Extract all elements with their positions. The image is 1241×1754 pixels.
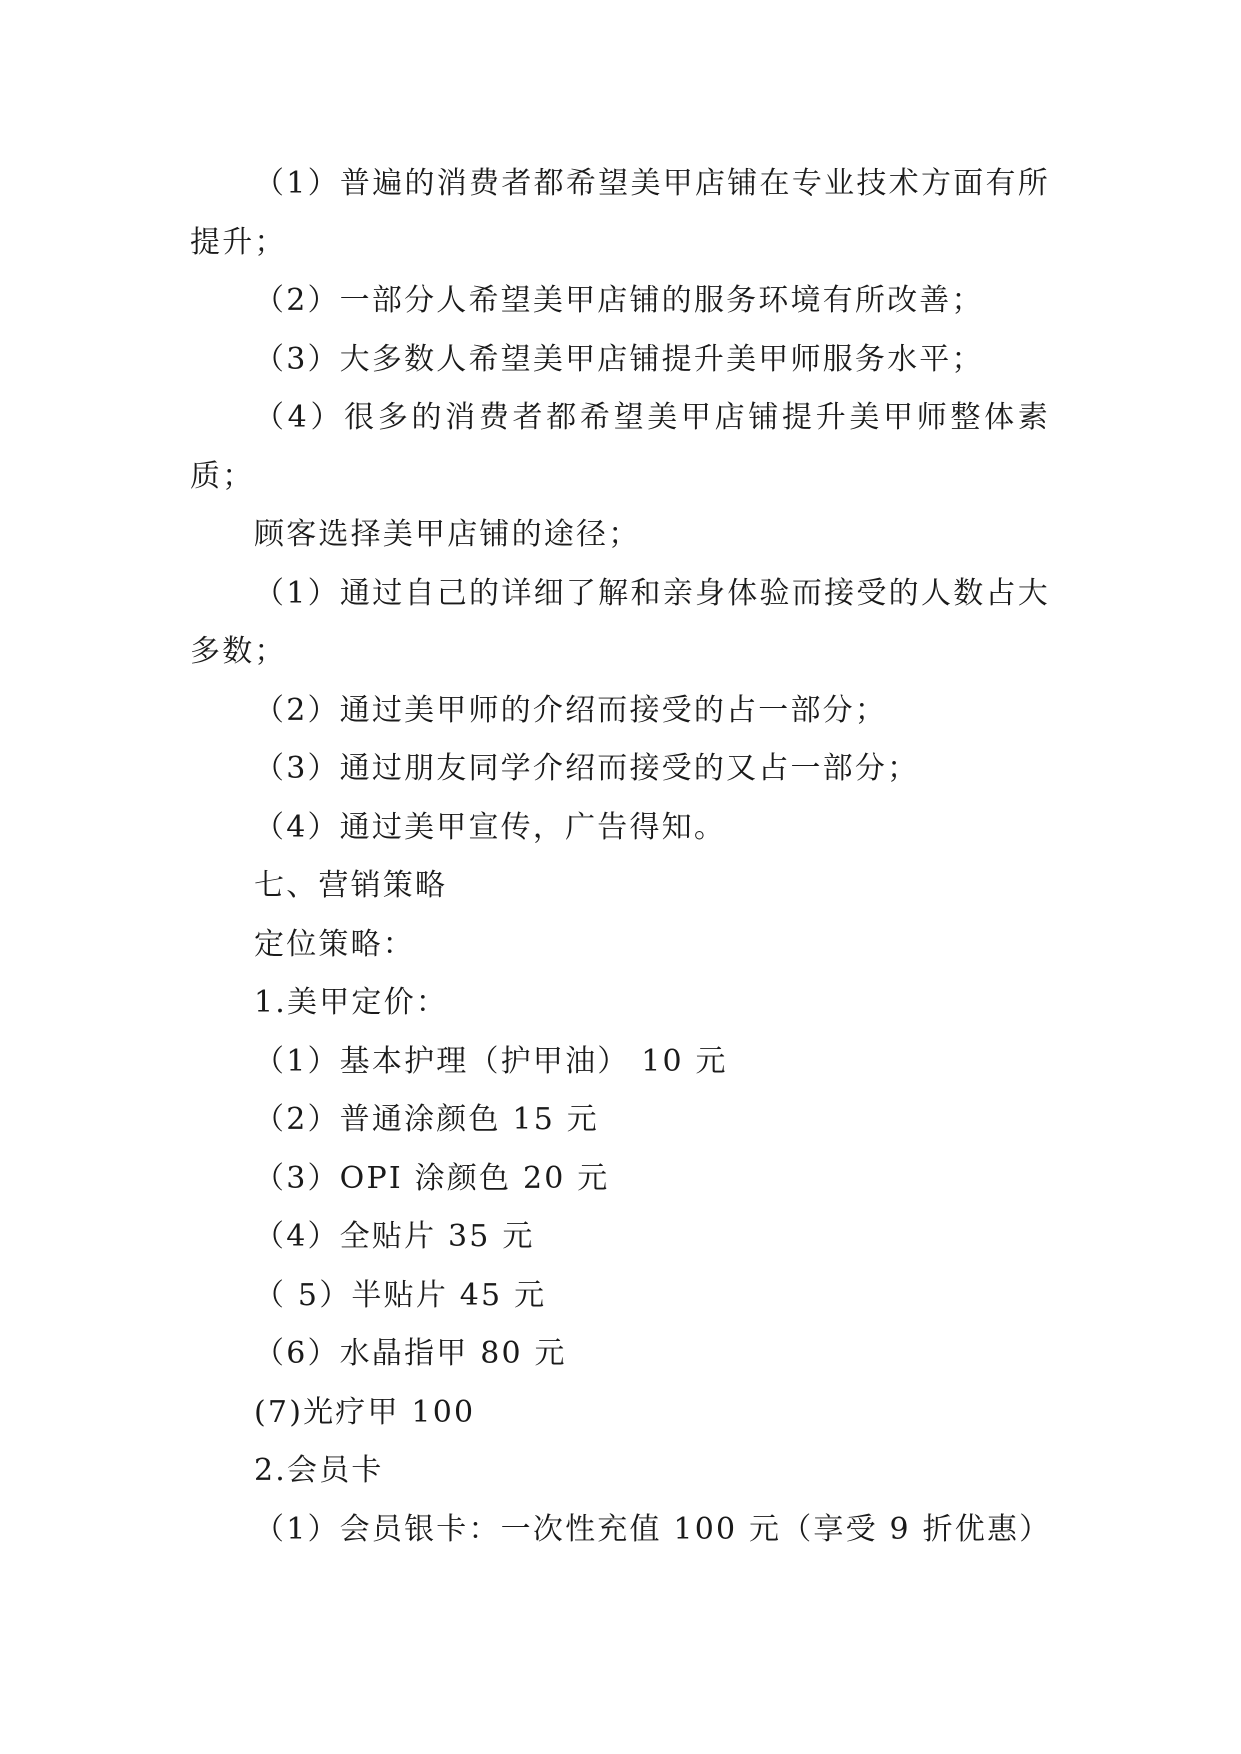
paragraph-11: 定位策略： — [254, 926, 415, 962]
paragraph-17: （ 5）半贴片 45 元 — [254, 1277, 547, 1313]
paragraph-15: （3）OPI 涂颜色 20 元 — [254, 1160, 610, 1196]
paragraph-13: （1）基本护理（护甲油） 10 元 — [254, 1043, 728, 1079]
paragraph-21: （1）会员银卡：一次性充值 100 元（享受 9 折优惠） — [254, 1511, 1052, 1547]
paragraph-3: （3）大多数人希望美甲店铺提升美甲师服务水平； — [254, 341, 984, 377]
paragraph-2: （2）一部分人希望美甲店铺的服务环境有所改善； — [254, 283, 984, 318]
paragraph-9: （4）通过美甲宣传，广告得知。 — [254, 809, 727, 845]
paragraph-4: （4）很多的消费者都希望美甲店铺提升美甲师整体素质； — [190, 400, 1050, 494]
section-heading: 七、营销策略 — [254, 868, 448, 903]
paragraph-5: 顾客选择美甲店铺的途径； — [254, 517, 641, 552]
paragraph-18: （6）水晶指甲 80 元 — [254, 1336, 567, 1371]
paragraph-6: （1）通过自己的详细了解和亲身体验而接受的人数占大多数； — [190, 575, 1050, 669]
paragraph-20: 2.会员卡 — [254, 1453, 384, 1488]
paragraph-14: （2）普通涂颜色 15 元 — [254, 1102, 599, 1137]
paragraph-16: （4）全贴片 35 元 — [254, 1219, 535, 1254]
paragraph-1: （1）普遍的消费者都希望美甲店铺在专业技术方面有所提升； — [190, 166, 1050, 260]
paragraph-8: （3）通过朋友同学介绍而接受的又占一部分； — [254, 751, 920, 786]
paragraph-7: （2）通过美甲师的介绍而接受的占一部分； — [254, 692, 888, 728]
paragraph-19: (7)光疗甲 100 — [254, 1394, 476, 1430]
paragraph-12: 1.美甲定价： — [254, 985, 449, 1020]
document-body — [190, 155, 1050, 1559]
